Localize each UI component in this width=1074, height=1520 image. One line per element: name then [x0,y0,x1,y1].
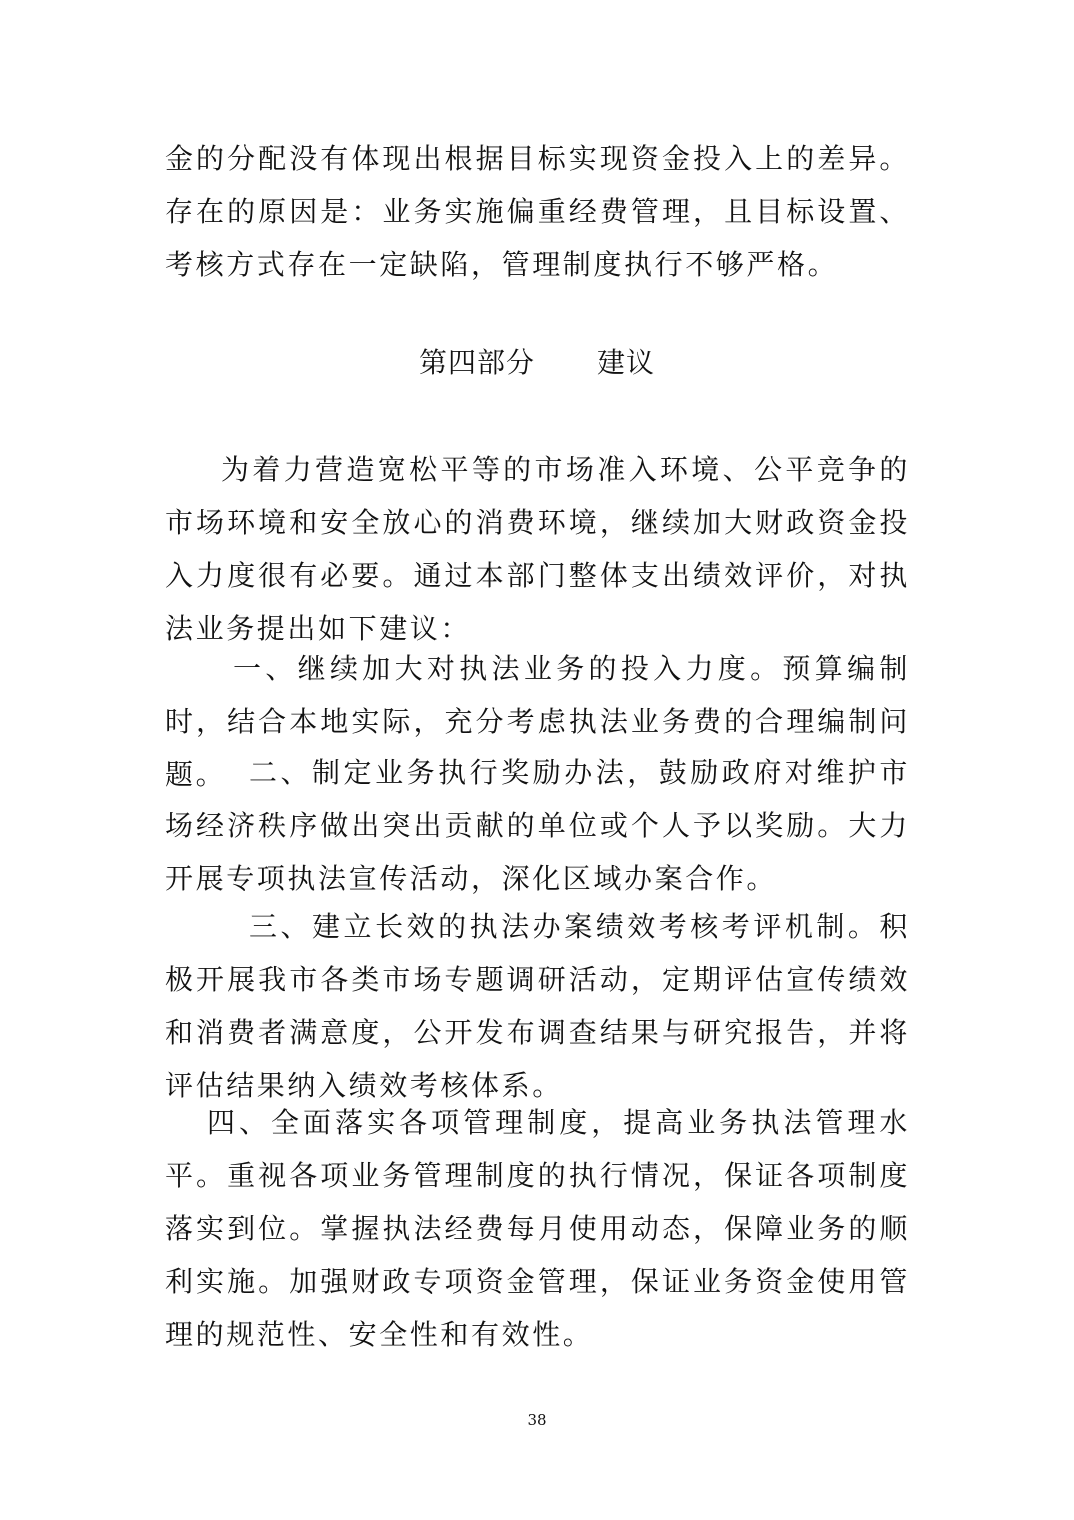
paragraph-recommendation-4: 四、全面落实各项管理制度，提高业务执法管理水平。重视各项业务管理制度的执行情况，保证各项制度落实到位。掌握执法经费每月使用动态，保障业务的顺利实施。加强财政专项资金管理，保证业务资金使用管理的规范性、安全性和有效性。 [165,1106,910,1351]
intro-paragraph: 金的分配没有体现出根据目标实现资金投入上的差异。存在的原因是：业务实施偏重经费管理，且目标设置、考核方式存在一定缺陷，管理制度执行不够严格。 [165,142,910,281]
paragraph-introduction: 为着力营造宽松平等的市场准入环境、公平竞争的市场环境和安全放心的消费环境，继续加大财政资金投入力度很有必要。通过本部门整体支出绩效评价，对执法业务提出如下建议： [165,453,910,645]
section-title: 建议 [597,346,656,379]
section-heading [0,338,1074,388]
paragraph-recommendation-3: 三、建立长效的执法办案绩效考核考评机制。积极开展我市各类市场专题调研活动，定期评估宣传绩效和消费者满意度，公开发布调查结果与研究报告，并将评估结果纳入绩效考核体系。 [165,910,910,1102]
page-number: 38 [527,1411,547,1429]
paragraph-recommendation-1: 一、继续加大对执法业务的投入力度。预算编制时，结合本地实际，充分考虑执法业务费的合理编制问题。 [165,652,910,791]
paragraph-recommendation-2: 二、制定业务执行奖励办法，鼓励政府对维护市场经济秩序做出突出贡献的单位或个人予以奖励。大力开展专项执法宣传活动，深化区域办案合作。 [165,756,910,895]
section-part-label: 第四部分 [418,346,535,379]
